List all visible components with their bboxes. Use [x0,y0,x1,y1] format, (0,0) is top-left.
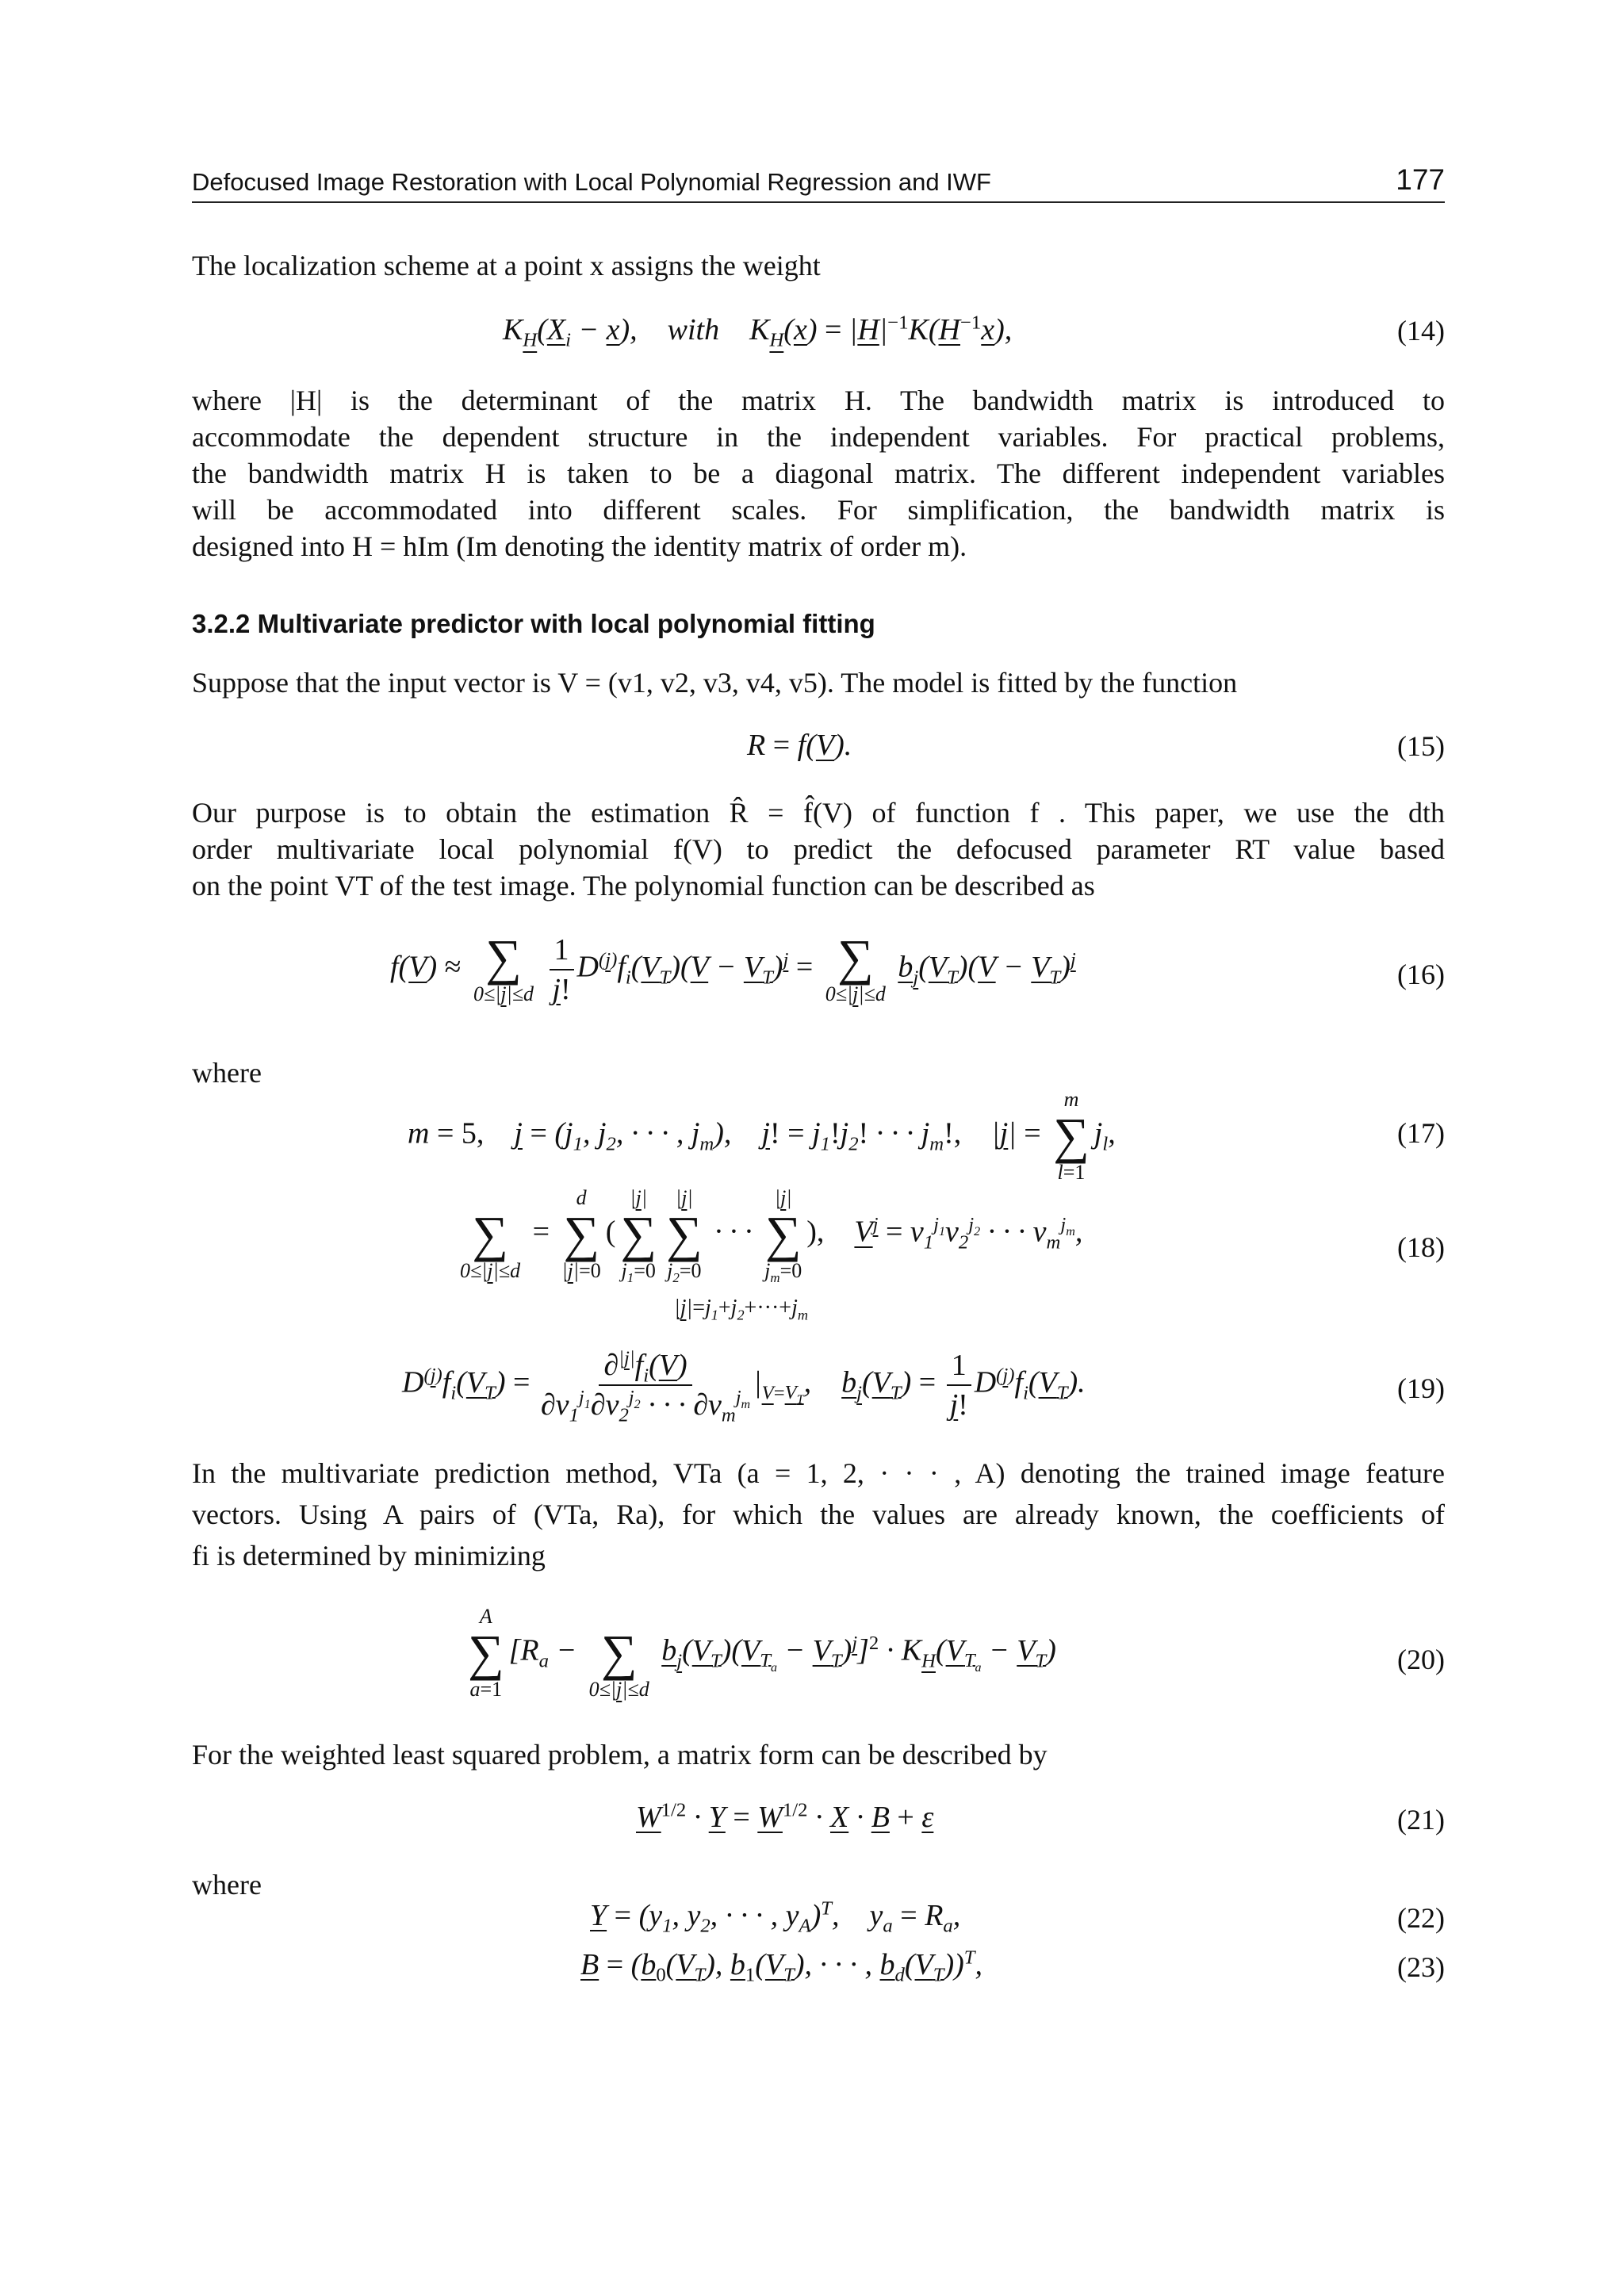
sum-operator: A ∑ a=1 [468,1605,504,1701]
equation-body: $K_H(X_i - x)$, with $K_H(x) = |H|^{-1}K(H^{-1}x)$, [503,312,1013,351]
equation-body: A ∑ a=1 [$R_a$ − ∑ 0≤|j|≤d $b_j(V_T)(V_{T_a} - V_T)^j]^2 \cdot K_H(V_{T_a} - V_T)$ [468,1605,1056,1701]
equation-body: $W^{1/2} \cdot Y = W^{1/2} \cdot X \cdot B + \varepsilon$ [636,1799,934,1834]
equation-16 [192,929,1445,1028]
equation-body: R = f(V). [747,729,852,762]
fraction: $\frac{1}{j!}$ [947,1348,971,1422]
running-header [192,163,1445,203]
sum-operator: m ∑ l=1 [1053,1088,1090,1184]
equation-number: (23) [1397,1951,1445,1983]
equation-15 [192,728,1445,768]
running-title: Defocused Image Restoration with Local Polynomial Regression and IWF [192,168,991,196]
equation-body: f(V) ≈ ∑ 0≤|j|≤d $\frac{1}{j!}$ $D^{(j)}f_i(V_T)(V - V_T)^j$ = ∑ 0≤|j|≤d $b_j(V_T)(V - V_T)^j$ [390,929,1076,1006]
equation-14 [192,312,1445,352]
fraction: $\frac{\partial^{|j|}f_i(V)}{\partial v_1^{j_1}\partial v_2^{j_2} \cdot \cdot \cdot \partial v_m^{j_m}}$ [540,1347,751,1426]
paragraph-line: on the point VT of the test image. The polynomial function can be described as [192,870,1095,902]
equation-body: $B = (b_0(V_T)$, $b_1(V_T)$, · · · , $b_d(V_T))^T$, [580,1947,983,1986]
equation-number: (19) [1397,1372,1445,1404]
sum-operator: |j| ∑ $j_1=0$ [620,1186,657,1286]
paragraph-input-vector [192,664,1445,701]
equation-number: (15) [1397,730,1445,762]
equation-number: (18) [1397,1231,1445,1263]
paragraph-line: designed into H = hIm (Im denoting the identity matrix of order m). [192,530,967,562]
equation-body: m = 5, $j = (j_1$, $j_2$, · · · , $j_m$), j! = $j_1!j_2$! · · · $j_m$!, |j| = m ∑ l=1 $j_l$, [408,1088,1116,1184]
equation-23 [192,1947,1445,1989]
equation-body: ∑ 0≤|j|≤d = d ∑ |j|=0 ( |j| ∑ $j_1=0$ |j| ∑ $j_2=0$ · · · |j| ∑ $j_m=0$ ), $V^j = v_1^{j_1}v_2^{j_2}$ · · · $v_m^{j_m}$, [460,1186,1083,1286]
sum-operator: ∑ 0≤|j|≤d [460,1206,521,1282]
equation-number: (21) [1397,1804,1445,1836]
paragraph-line: fi is determined by minimizing [192,1540,546,1571]
paragraph-line: accommodate the dependent structure in the independent variables. For practical problems, [192,421,1445,453]
paragraph-text: For the weighted least squared problem, a matrix form can be described by [192,1739,1048,1770]
paragraph-line: will be accommodated into different scales. For simplification, the bandwidth matrix is [192,494,1445,526]
equation-18 [192,1186,1445,1337]
paragraph-text: where [192,1057,262,1089]
paragraph-text: The localization scheme at a point x assigns the weight [192,250,821,281]
paragraph-text: where [192,1869,262,1901]
paragraph-line: vectors. Using A pairs of (VTa, Ra), for which the values are already known, the coefficients of [192,1499,1445,1530]
sum-operator: ∑ 0≤|j|≤d [588,1625,649,1701]
section-heading: 3.2.2 Multivariate predictor with local polynomial fitting [192,609,875,638]
equation-number: (14) [1397,315,1445,346]
equation-body: $Y = (y_1$, $y_2$, · · · , $y_A)^T$, $y_a = R_a$, [590,1897,961,1937]
sum-operator: |j| ∑ $j_m=0$ [764,1186,802,1286]
sum-operator: d ∑ |j|=0 [561,1186,601,1282]
sum-operator: ∑ 0≤|j|≤d [473,929,534,1005]
equation-19 [192,1348,1445,1441]
paragraph-localization [192,247,1445,284]
equation-20 [192,1605,1445,1724]
sum-operator: |j| ∑ $j_2=0$ [666,1186,703,1286]
equation-22 [192,1898,1445,1939]
paragraph-multivariate-prediction [192,1453,1445,1576]
paragraph-purpose [192,794,1445,904]
fraction: $\frac{1}{j!}$ [550,932,574,1007]
paragraph-line: In the multivariate prediction method, VTa (a = 1, 2, · · · , A) denoting the trained image feature [192,1457,1445,1489]
page-number: 177 [1396,163,1445,196]
equation-number: (22) [1397,1902,1445,1934]
paragraph-text: Suppose that the input vector is V = (v1, v2, v3, v4, v5). The model is fitted by the function [192,667,1238,699]
paragraph-bandwidth [192,382,1445,565]
equation-constraint: $|j|=j_1+j_2+\cdot\cdot\cdot+j_m$ [674,1296,809,1323]
paragraph-line: Our purpose is to obtain the estimation R̂ = f̂(V) of function f . This paper, we use the dth [192,797,1445,829]
paragraph-line: order multivariate local polynomial f(V) to predict the defocused parameter RT value based [192,833,1445,865]
equation-number: (17) [1397,1117,1445,1149]
sum-operator: ∑ 0≤|j|≤d [825,929,886,1005]
equation-number: (16) [1397,959,1445,990]
equation-17 [192,1080,1445,1183]
equation-number: (20) [1397,1644,1445,1675]
equation-21 [192,1800,1445,1841]
paragraph-weighted-least [192,1736,1445,1773]
equation-body: $D^{(j)}f_i(V_T)$ = $\frac{\partial^{|j|}f_i(V)}{\partial v_1^{j_1}\partial v_2^{j_2} \cdot \cdot \cdot \partial v_m^{j_m}}$ $|_{V=V_T}$, $b_j(V_T)$ = $\frac{1}{j!}$ $D^{(j)}f_i(V_T)$. [402,1347,1086,1426]
paragraph-line: the bandwidth matrix H is taken to be a diagonal matrix. The different independent variables [192,457,1445,489]
paragraph-line: where |H| is the determinant of the matrix H. The bandwidth matrix is introduced to [192,385,1445,416]
